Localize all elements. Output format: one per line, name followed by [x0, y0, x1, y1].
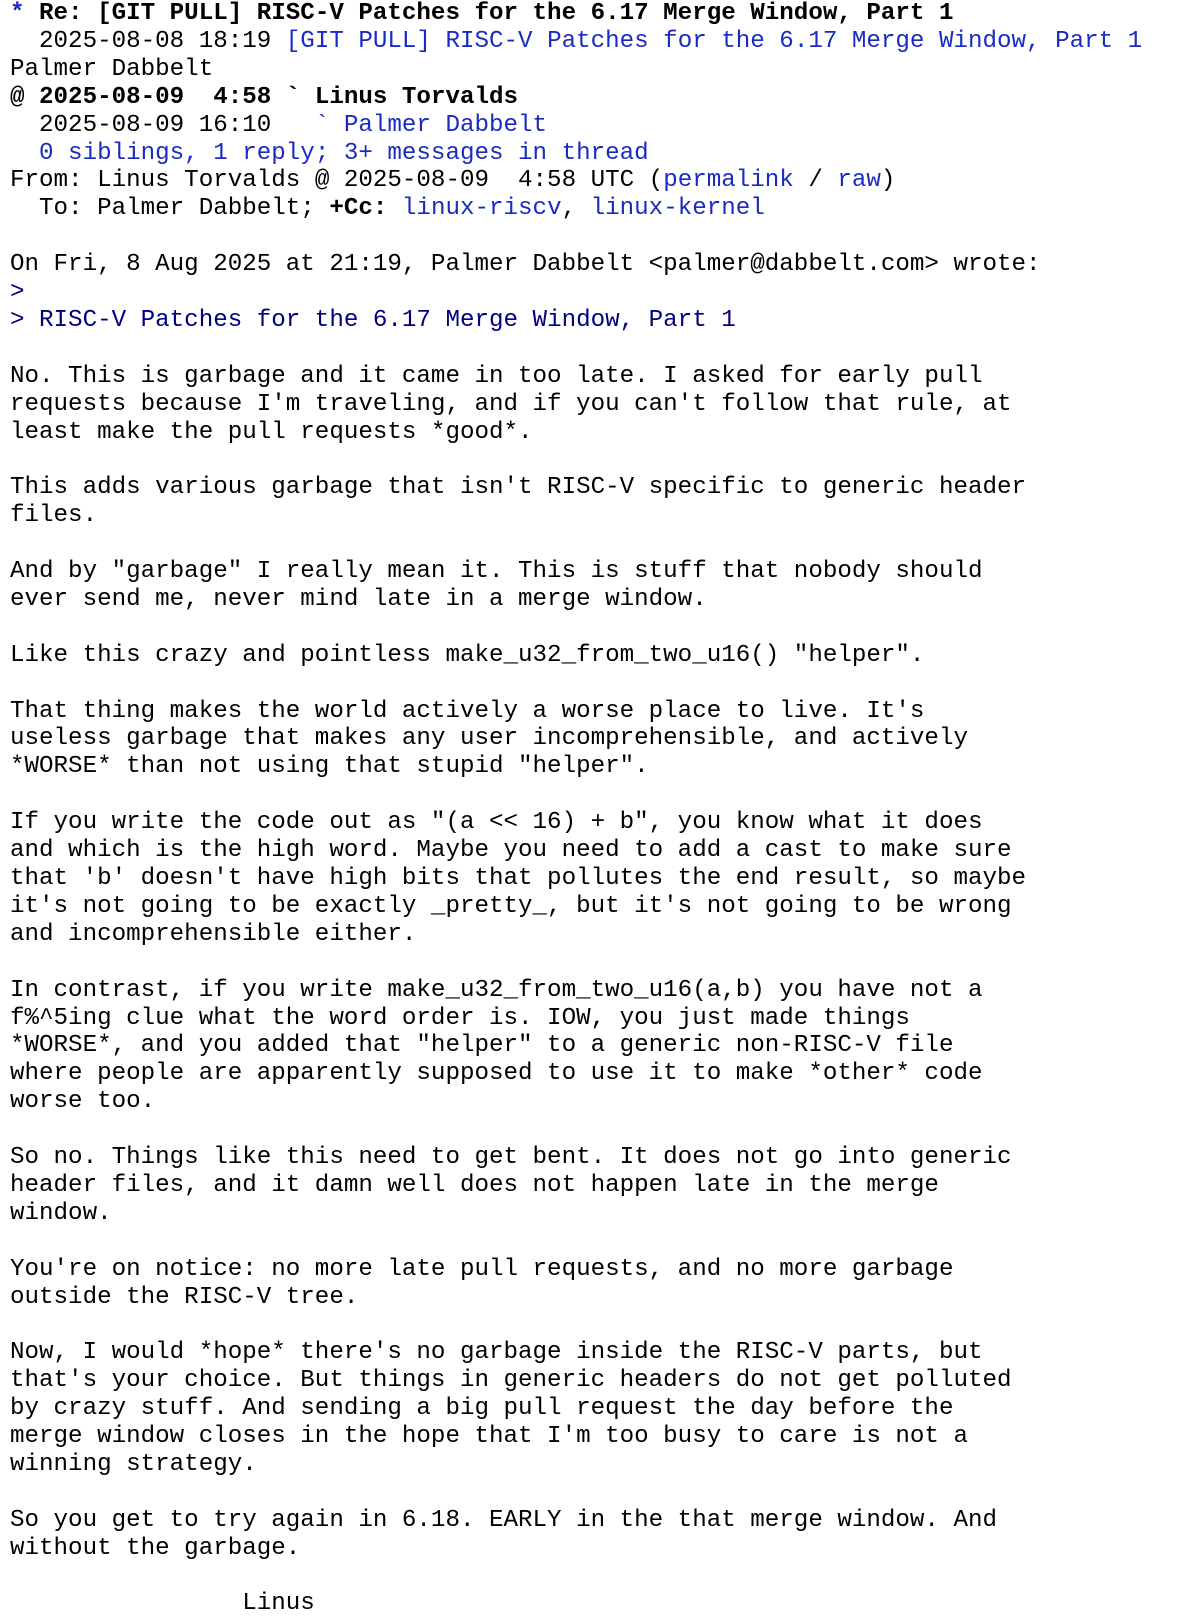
cc-label: +Cc: [329, 195, 388, 223]
current-message-line [10, 84, 1169, 112]
close-paren: ) [880, 167, 896, 195]
cc-linux-riscv-link[interactable]: linux-riscv [401, 195, 562, 223]
reply-message-line [10, 112, 1169, 140]
spacer [10, 1311, 1169, 1339]
to-label: To: [39, 195, 83, 223]
thread-title-line [10, 0, 1169, 28]
spacer [10, 1563, 1169, 1591]
body-paragraph: In contrast, if you write make_u32_from_two_u16(a,b) you have not a f%^5ing clue what the word order is. IOW, you just made things *WORSE*, and you added that "helper" to a generic non-RISC-V file where people are apparently supposed to use it to make *other* code worse too. [10, 976, 983, 1116]
spacer [10, 335, 1169, 363]
cc-linux-kernel-link[interactable]: linux-kernel [590, 195, 765, 223]
from-line [10, 167, 1169, 195]
spacer [10, 446, 1169, 474]
reply-time: 2025-08-09 16:10 [39, 111, 272, 139]
thread-summary-line [10, 140, 1169, 168]
from-value: Linus Torvalds @ 2025-08-09 4:58 UTC ( [97, 167, 664, 195]
quote-line: > [10, 279, 25, 307]
parent-message-line [10, 28, 1169, 84]
spacer [10, 1116, 1169, 1144]
message-headers [10, 167, 1169, 223]
thread-summary-link[interactable]: 0 siblings, 1 reply; 3+ messages in thread [39, 139, 649, 167]
message-body [10, 251, 1169, 1618]
body-paragraph: No. This is garbage and it came in too late. I asked for early pull requests because I'm traveling, and if you can't follow that rule, at least make the pull requests *good*. [10, 362, 1012, 446]
to-value: Palmer Dabbelt; [97, 195, 315, 223]
body-paragraph: So you get to try again in 6.18. EARLY in the that merge window. And without the garbage. [10, 1506, 998, 1562]
spacer [10, 1479, 1169, 1507]
body-paragraph: If you write the code out as "(a << 16) + b", you know what it does and which is the high word. Maybe you need to add a cast to make sure that 'b' doesn't have high bits that pollutes the end result, so maybe it's not going to be exactly _pretty_, but it's not going to be wrong and incomprehensible either. [10, 809, 1027, 948]
reply-author-link[interactable]: Palmer Dabbelt [343, 111, 548, 139]
reply-arrow: ` [314, 111, 330, 139]
spacer [10, 530, 1169, 558]
body-paragraph: Now, I would *hope* there's no garbage inside the RISC-V parts, but that's your choice. But things in generic headers do not get polluted by crazy stuff. And sending a big pull request the day before the merge window closes in the hope that I'm too busy to care is not a winning strategy. [10, 1339, 1012, 1478]
thread-overview [10, 0, 1169, 167]
from-label: From: [10, 167, 83, 195]
parent-time: 2025-08-08 18:19 [39, 27, 272, 55]
quote-line: > RISC-V Patches for the 6.17 Merge Window, Part 1 [10, 306, 736, 334]
cc-separator: , [561, 195, 591, 223]
body-paragraph: So no. Things like this need to get bent. It does not go into generic header files, and it damn well does not happen late in the merge window. [10, 1144, 1012, 1227]
signature: Linus [10, 1590, 315, 1618]
spacer [10, 949, 1169, 977]
current-arrow: ` [285, 83, 301, 111]
parent-message-link[interactable]: [GIT PULL] RISC-V Patches for the 6.17 Merge Window, Part 1 [285, 27, 1143, 55]
body-paragraph: And by "garbage" I really mean it. This is stuff that nobody should ever send me, never mind late in a merge window. [10, 558, 983, 613]
current-author: Linus Torvalds [314, 83, 519, 111]
spacer [10, 781, 1169, 809]
current-time: 2025-08-09 4:58 [39, 83, 272, 111]
to-line [10, 195, 1169, 223]
thread-title: Re: [GIT PULL] RISC-V Patches for the 6.17 Merge Window, Part 1 [39, 0, 954, 27]
permalink-link[interactable]: permalink [663, 167, 794, 195]
body-paragraph: That thing makes the world actively a worse place to live. It's useless garbage that makes any user incomprehensible, and actively *WORSE* than not using that stupid "helper". [10, 697, 968, 781]
spacer [10, 614, 1169, 642]
current-marker: @ [10, 83, 25, 111]
body-paragraph: You're on notice: no more late pull requests, and no more garbage outside the RISC-V tree. [10, 1255, 954, 1311]
body-paragraph: This adds various garbage that isn't RISC-V specific to generic header files. [10, 474, 1027, 530]
link-separator: / [793, 167, 838, 195]
body-paragraph: Like this crazy and pointless make_u32_from_two_u16() "helper". [10, 641, 925, 669]
spacer [10, 1228, 1169, 1256]
spacer [10, 670, 1169, 698]
parent-author: Palmer Dabbelt [10, 55, 214, 83]
attribution-line: On Fri, 8 Aug 2025 at 21:19, Palmer Dabbelt <palmer@dabbelt.com> wrote: [10, 251, 1041, 279]
spacer [10, 223, 1169, 251]
raw-link[interactable]: raw [837, 167, 881, 195]
thread-marker[interactable]: * [10, 0, 25, 27]
